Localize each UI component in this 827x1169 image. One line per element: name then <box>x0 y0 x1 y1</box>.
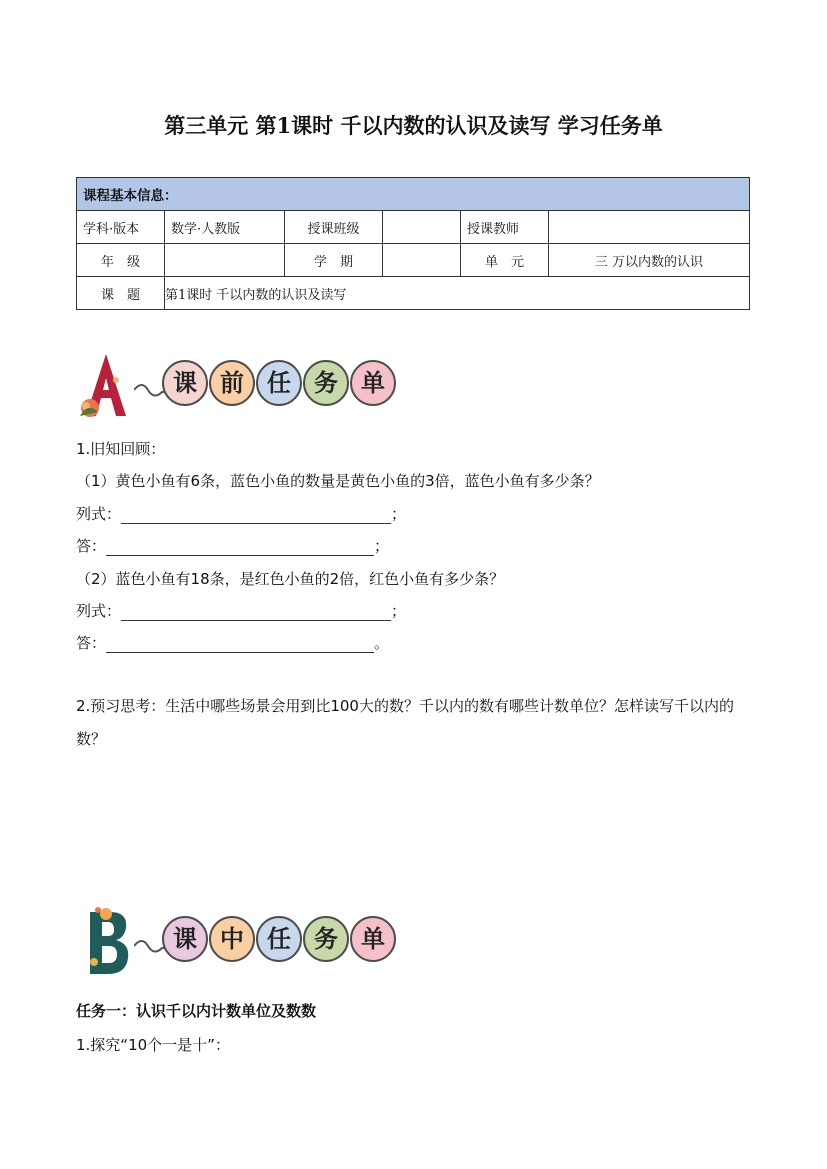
grade-value <box>165 244 285 277</box>
answer-blank-1[interactable] <box>106 539 374 556</box>
q2-text: 2.预习思考：生活中哪些场景会用到比100大的数？千以内的数有哪些计数单位？怎样读写千以内的数？ <box>76 697 734 748</box>
formula-label: 列式： <box>76 602 122 620</box>
banner-b-char-4: 务 <box>303 916 349 962</box>
page-title: 第三单元 第1课时 千以内数的认识及读写 学习任务单 <box>164 113 663 138</box>
period: 。 <box>374 634 390 652</box>
q1-1-text: （1）黄色小鱼有6条，蓝色小鱼的数量是黄色小鱼的3倍，蓝色小鱼有多少条？ <box>76 472 600 490</box>
in-class-banner <box>76 906 406 978</box>
unit-label: 单 元 <box>461 244 549 277</box>
semester-value <box>383 244 461 277</box>
task1-title: 任务一：认识千以内计数单位及数数 <box>76 1002 317 1020</box>
teacher-label: 授课教师 <box>461 211 549 244</box>
banner-a-char-5: 单 <box>350 360 396 406</box>
topic-label: 课 题 <box>77 277 165 310</box>
subject-version-label: 学科·版本 <box>77 211 165 244</box>
banner-a-char-2: 前 <box>209 360 255 406</box>
pre-class-banner <box>76 350 406 422</box>
banner-b-char-5: 单 <box>350 916 396 962</box>
subject-version-value: 数学·人教版 <box>165 211 285 244</box>
banner-b-char-1: 课 <box>162 916 208 962</box>
semicolon: ； <box>391 505 407 523</box>
q1-title: 1.旧知回顾： <box>76 440 166 458</box>
semicolon: ； <box>391 602 407 620</box>
class-label: 授课班级 <box>285 211 383 244</box>
banner-b-char-2: 中 <box>209 916 255 962</box>
semicolon: ； <box>374 537 390 555</box>
q1-1-answer-row <box>76 535 389 556</box>
topic-value: 第1课时 千以内数的认识及读写 <box>165 277 750 310</box>
letter-b-decorative-icon <box>76 906 136 976</box>
teacher-value <box>549 211 750 244</box>
banner-a-char-1: 课 <box>162 360 208 406</box>
unit-value: 三 万以内数的认识 <box>549 244 750 277</box>
class-value <box>383 211 461 244</box>
q1-1-formula-row <box>76 503 406 524</box>
answer-label: 答： <box>76 634 107 652</box>
task1-q1-text: 1.探究“10个一是十”： <box>76 1036 230 1054</box>
course-info-table <box>76 177 750 310</box>
course-info-header: 课程基本信息： <box>77 178 750 211</box>
banner-a-char-3: 任 <box>256 360 302 406</box>
grade-label: 年 级 <box>77 244 165 277</box>
formula-blank-2[interactable] <box>121 604 391 621</box>
q1-2-text: （2）蓝色小鱼有18条，是红色小鱼的2倍，红色小鱼有多少条？ <box>76 570 505 588</box>
formula-blank-1[interactable] <box>121 507 391 524</box>
semester-label: 学 期 <box>285 244 383 277</box>
q1-2-formula-row <box>76 600 406 621</box>
letter-a-decorative-icon <box>76 350 136 420</box>
q1-2-answer-row <box>76 632 389 653</box>
answer-blank-2[interactable] <box>106 636 374 653</box>
banner-b-char-3: 任 <box>256 916 302 962</box>
answer-label: 答： <box>76 537 107 555</box>
banner-a-char-4: 务 <box>303 360 349 406</box>
formula-label: 列式： <box>76 505 122 523</box>
